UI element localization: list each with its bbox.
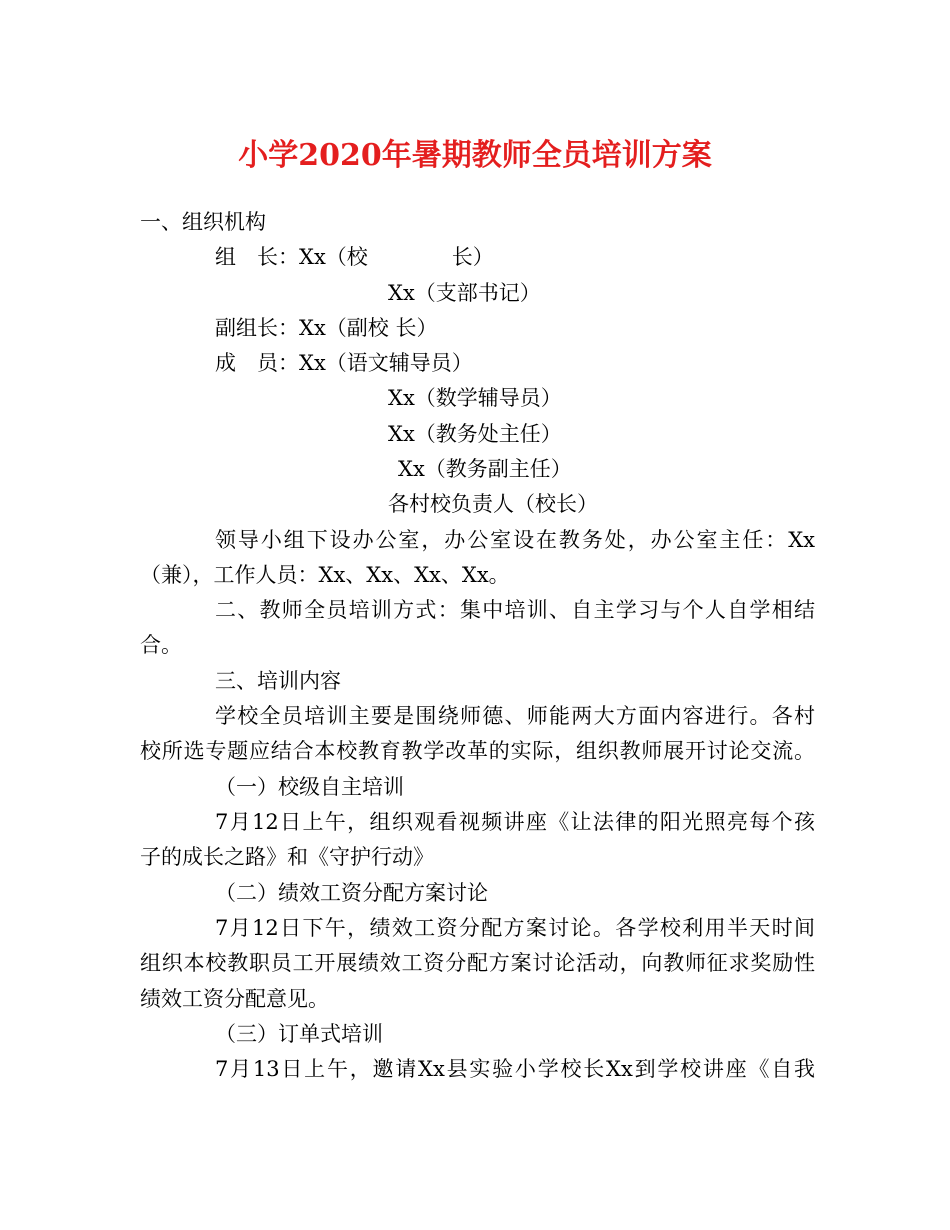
text-line: 副组长：Xx（副校 长） [215,316,438,340]
text-line: Xx（教务处主任） [388,422,562,446]
subsection-heading: （三）订单式培训 [215,1022,383,1046]
section-heading: 二、教师全员培训方式：集中培训、自主学习与个人自学相结 [215,598,815,622]
paragraph-line: 绩效工资分配意见。 [140,987,329,1011]
paragraph-line: 7月13日上午，邀请Xx县实验小学校长Xx到学校讲座《自我 [215,1057,815,1081]
subsection-heading: （二）绩效工资分配方案讨论 [215,881,488,905]
paragraph-line: （兼），工作人员：Xx、Xx、Xx、Xx。 [140,563,510,587]
paragraph-line: 学校全员培训主要是围绕师德、师能两大方面内容进行。各村 [215,704,815,728]
text-line: 组 长：Xx（校 长） [215,245,494,269]
paragraph-line: 7月12日上午，组织观看视频讲座《让法律的阳光照亮每个孩 [215,810,815,834]
text-line: 成 员：Xx（语文辅导员） [215,351,473,375]
text-line: Xx（支部书记） [388,281,541,305]
paragraph-line: 领导小组下设办公室，办公室设在教务处，办公室主任：Xx [215,528,815,552]
section-heading: 一、组织机构 [140,210,266,234]
section-heading: 三、培训内容 [215,669,341,693]
paragraph-line: 组织本校教职员工开展绩效工资分配方案讨论活动，向教师征求奖励性 [140,951,815,975]
text-line: 各村校负责人（校长） [388,492,598,516]
paragraph-line: 子的成长之路》和《守护行动》 [140,845,434,869]
text-line: Xx（教务副主任） [398,457,572,481]
paragraph-line: 校所选专题应结合本校教育教学改革的实际，组织教师展开讨论交流。 [140,739,815,763]
text-line: Xx（数学辅导员） [388,386,562,410]
subsection-heading: （一）校级自主培训 [215,775,404,799]
document-title: 小学2020年暑期教师全员培训方案 [238,138,712,173]
paragraph-line: 合。 [140,633,182,657]
paragraph-line: 7月12日下午，绩效工资分配方案讨论。各学校利用半天时间 [215,916,815,940]
